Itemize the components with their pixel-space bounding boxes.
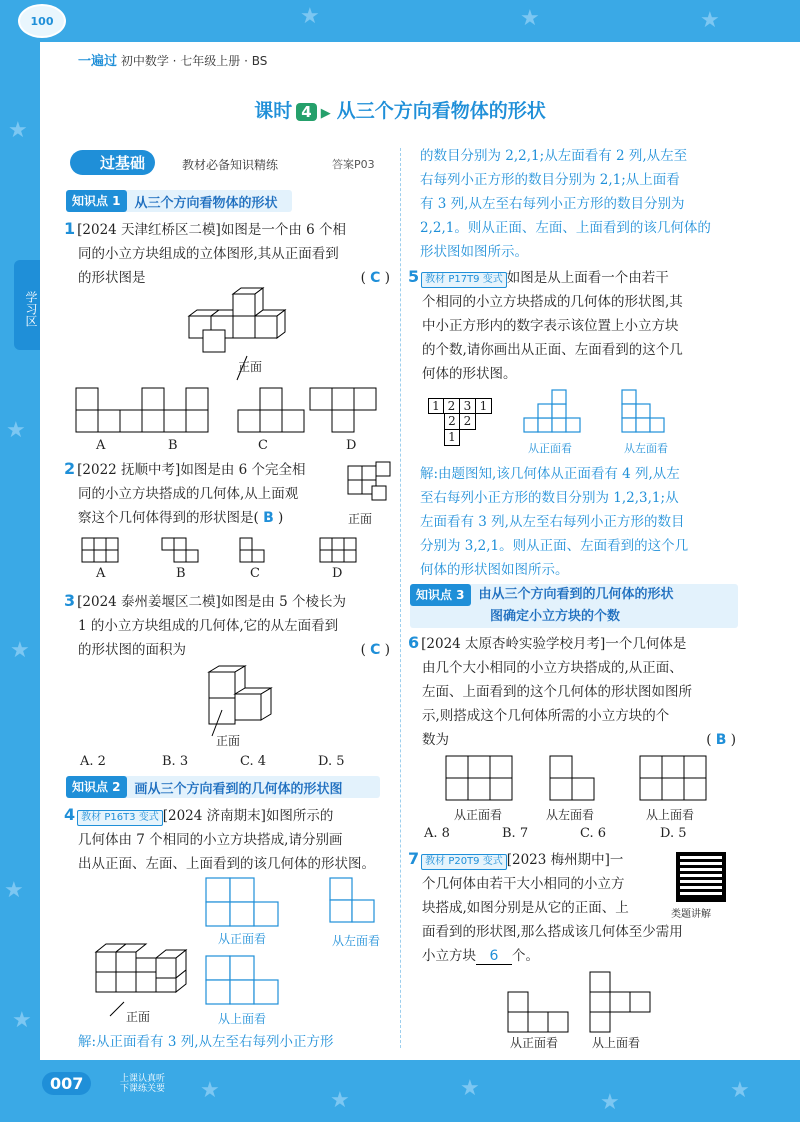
q2-number: 2 xyxy=(64,459,76,478)
q6-view-front: 从正面看 xyxy=(454,808,503,822)
footer-note xyxy=(120,1074,165,1094)
q6-option-d: D. 5 xyxy=(660,826,687,841)
basic-badge: 过基础 xyxy=(70,150,155,175)
q6-number: 6 xyxy=(408,633,420,652)
q6-option-a: A. 8 xyxy=(424,826,450,841)
q2-answer: B xyxy=(263,510,274,526)
q5-answer-views xyxy=(522,388,722,444)
knowledge-point-2 xyxy=(66,776,380,798)
q1-option-c: C xyxy=(258,438,268,453)
q3-number: 3 xyxy=(64,591,76,610)
knowledge-point-1 xyxy=(66,190,292,212)
q1-answer: C xyxy=(370,270,381,286)
q5-solution-line: 分别为 3,2,1。则从正面、左面看到的这个几 xyxy=(420,538,689,554)
lesson-number: 4 xyxy=(296,103,316,121)
q4-solution-start: 解:从正面看有 3 列,从左至右每列小正方形 xyxy=(78,1034,334,1050)
knowledge-point-3 xyxy=(410,584,738,628)
q5-line3: 中小正方形内的数字表示该位置上小立方块 xyxy=(422,318,679,334)
q3-line1: [2024 泰州姜堰区二模]如图是由 5 个棱长为 xyxy=(77,594,346,610)
q2-options-figures xyxy=(80,536,380,566)
q5-cell: 1 xyxy=(476,398,492,414)
q5-solution-line: 左面看有 3 列,从左至右每列小正方形的数目 xyxy=(420,514,685,530)
q7-number: 7 xyxy=(408,849,420,868)
q6-view-figures xyxy=(444,754,714,804)
q3-answer: C xyxy=(370,642,381,658)
q4-solution-line: 右每列小正方形的数目分别为 2,1;从上面看 xyxy=(420,172,680,188)
qr-label: 类题讲解 xyxy=(671,909,711,920)
q5-solution-line: 解:由题图知,该几何体从正面看有 4 列,从左 xyxy=(420,466,680,482)
q3-line3: 的形状图的面积为 xyxy=(78,642,186,658)
q6-answer: B xyxy=(715,732,727,748)
q4-solution xyxy=(420,144,740,264)
q4-number: 4 xyxy=(64,805,76,824)
q1-option-d: D xyxy=(346,438,357,453)
q5-cell: 2 xyxy=(460,414,476,430)
q1-line3-row: 的形状图是 ( C ) xyxy=(78,270,390,286)
q6-line5-row: 数为 ( B ) xyxy=(422,732,736,748)
kp3-tag: 知识点 3 xyxy=(410,584,471,606)
lesson-prefix: 课时 xyxy=(254,100,293,122)
kp1-tag: 知识点 1 xyxy=(66,190,127,212)
question-4 xyxy=(64,804,394,876)
q5-cell: 2 xyxy=(444,398,460,414)
answer-ref: 答案P03 xyxy=(332,158,375,171)
q6-option-b: B. 7 xyxy=(502,826,529,841)
q4-line2: 几何体由 7 个相同的小立方块搭成,请分别画 xyxy=(78,832,343,848)
q2-line1: [2022 抚顺中考]如图是由 6 个完全相 xyxy=(77,462,306,478)
q2-option-d: D xyxy=(332,566,343,581)
q1-front-label: 正面 xyxy=(238,360,263,374)
q5-view-left: 从左面看 xyxy=(624,442,668,455)
q4-view-front: 从正面看 xyxy=(218,932,267,946)
q7-answer: 6 xyxy=(476,948,512,965)
q6-line3: 左面、上面看到的这个几何体的形状图如图所 xyxy=(422,684,692,700)
column-divider xyxy=(400,148,401,1048)
q2-line3: 察这个几何体得到的形状图是( xyxy=(78,510,259,526)
kp2-tag: 知识点 2 xyxy=(66,776,127,798)
q5-top-grid xyxy=(428,398,492,446)
q3-option-d: D. 5 xyxy=(318,754,345,769)
q7-line5a: 小立方块 xyxy=(422,948,476,964)
basic-subtitle: 教材必备知识精练 xyxy=(182,158,279,172)
q2-option-b: B xyxy=(176,566,186,581)
q7-view-front: 从正面看 xyxy=(510,1036,559,1050)
q4-line1: [2024 济南期末]如图所示的 xyxy=(162,808,334,824)
q3-line3-row: 的形状图的面积为 ( C ) xyxy=(78,642,390,658)
q7-tag: 教材 P20T9 变式 xyxy=(421,854,507,870)
q4-answer-views xyxy=(204,876,384,1026)
q1-option-b: B xyxy=(168,438,178,453)
q5-cell: 3 xyxy=(460,398,476,414)
q7-line5b: 个。 xyxy=(512,948,539,964)
q6-line2: 由几个大小相同的小立方块搭成的,从正面、 xyxy=(422,660,683,676)
question-1 xyxy=(64,218,394,290)
q2-line3-row: 察这个几何体得到的形状图是( B ) xyxy=(78,510,284,526)
q1-options-figures xyxy=(74,386,394,434)
q2-front-label: 正面 xyxy=(348,512,373,526)
question-2 xyxy=(64,458,354,530)
q6-line5: 数为 xyxy=(422,732,449,748)
kp3-line2: 图确定小立方块的个数 xyxy=(490,609,621,624)
background-stars: ★ ★ ★ ★ ★ ★ ★ ★ ★ ★ ★ ★ ★ xyxy=(4,4,750,1115)
q7-line4: 面看到的形状图,那么搭成该几何体至少需用 xyxy=(422,924,683,940)
q7-line3: 块搭成,如图分别是从它的正面、上 xyxy=(422,900,629,916)
q5-number: 5 xyxy=(408,267,420,286)
q7-view-top: 从上面看 xyxy=(592,1036,641,1050)
section-basic xyxy=(70,150,400,178)
q5-tag: 教材 P17T9 变式 xyxy=(421,272,507,288)
arrow-icon: ▶ xyxy=(320,106,331,121)
question-3 xyxy=(64,590,394,662)
q4-view-left: 从左面看 xyxy=(332,934,381,948)
q7-line2: 个几何体由若干大小相同的小立方 xyxy=(422,876,625,892)
q1-line1: [2024 天津红桥区二模]如图是一个由 6 个相 xyxy=(77,222,346,238)
q4-view-top: 从上面看 xyxy=(218,1012,267,1026)
question-5 xyxy=(408,266,740,386)
q5-line1: 如图是从上面看一个由若干 xyxy=(506,270,669,286)
q3-option-b: B. 3 xyxy=(162,754,189,769)
q2-line2: 同的小立方块搭成的几何体,从上面观 xyxy=(78,486,299,502)
q4-solution-line: 的数目分别为 2,2,1;从左面看有 2 列,从左至 xyxy=(420,148,688,164)
q4-tag: 教材 P16T3 变式 xyxy=(77,810,163,826)
kp2-text: 画从三个方向看到的几何体的形状图 xyxy=(134,781,343,797)
q5-line2: 个相同的小立方块搭成的几何体的形状图,其 xyxy=(422,294,683,310)
q5-cell: 1 xyxy=(428,398,444,414)
q1-line3: 的形状图是 xyxy=(78,270,146,286)
kp3-line1: 由从三个方向看到的几何体的形状 xyxy=(478,587,674,602)
q5-cell: 2 xyxy=(444,414,460,430)
q2-cube-figure xyxy=(346,460,394,508)
side-tab-study: 学习区 xyxy=(14,260,40,350)
q4-solution-line: 形状图如图所示。 xyxy=(420,244,528,260)
q5-line4: 的个数,请你画出从正面、左面看到的这个几 xyxy=(422,342,683,358)
q6-option-c: C. 6 xyxy=(580,826,607,841)
q5-line5: 何体的形状图。 xyxy=(422,366,517,382)
q4-solution-line: 有 3 列,从左至右每列小正方形的数目分别为 xyxy=(420,196,685,212)
footer-note-line: 上课认真听 xyxy=(120,1074,166,1084)
q7-view-figures xyxy=(506,970,746,1034)
q7-line1: [2023 梅州期中]一 xyxy=(506,852,624,868)
q3-option-c: C. 4 xyxy=(240,754,267,769)
q6-view-left: 从左面看 xyxy=(546,808,595,822)
q1-option-a: A xyxy=(96,438,106,453)
q5-cell: 1 xyxy=(444,430,460,446)
q4-line3: 出从正面、左面、上面看到的该几何体的形状图。 xyxy=(78,856,375,872)
qr-code[interactable] xyxy=(676,852,726,902)
series-header xyxy=(78,50,267,69)
q1-number: 1 xyxy=(64,219,76,238)
brand-name: 一遍过 xyxy=(78,54,118,69)
q3-line2: 1 的小立方块组成的几何体,它的从左面看到 xyxy=(78,618,339,634)
q2-option-c: C xyxy=(250,566,260,581)
q5-view-front: 从正面看 xyxy=(528,442,572,455)
q3-front-label: 正面 xyxy=(216,734,241,748)
q3-option-a: A. 2 xyxy=(80,754,106,769)
brand-logo: 100 xyxy=(18,4,66,38)
q6-line1: [2024 太原杏岭实验学校月考]一个几何体是 xyxy=(421,636,687,652)
q5-solution xyxy=(420,462,740,582)
q1-line2: 同的小立方块组成的立体图形,其从正面看到 xyxy=(78,246,339,262)
question-6 xyxy=(408,632,740,752)
q6-view-top: 从上面看 xyxy=(646,808,695,822)
q4-solution-line: 2,2,1。则从正面、左面、上面看到的该几何体的 xyxy=(420,220,711,236)
q4-front-label: 正面 xyxy=(126,1010,151,1024)
kp1-text: 从三个方向看物体的形状 xyxy=(134,195,278,211)
series-text: 初中数学 · 七年级上册 · BS xyxy=(120,54,268,68)
q2-option-a: A xyxy=(96,566,106,581)
q5-solution-line: 何体的形状图如图所示。 xyxy=(420,562,569,578)
page-number: 007 xyxy=(42,1072,91,1095)
q6-line4: 示,则搭成这个几何体所需的小立方块的个 xyxy=(422,708,670,724)
lesson-text: 从三个方向看物体的形状 xyxy=(336,100,546,122)
lesson-title xyxy=(0,96,800,123)
q1-cube-figure xyxy=(185,292,295,362)
q5-solution-line: 至右每列小正方形的数目分别为 1,2,3,1;从 xyxy=(420,490,679,506)
q7-line5-row xyxy=(408,944,740,968)
footer-note-line: 下课练关要 xyxy=(120,1084,166,1094)
